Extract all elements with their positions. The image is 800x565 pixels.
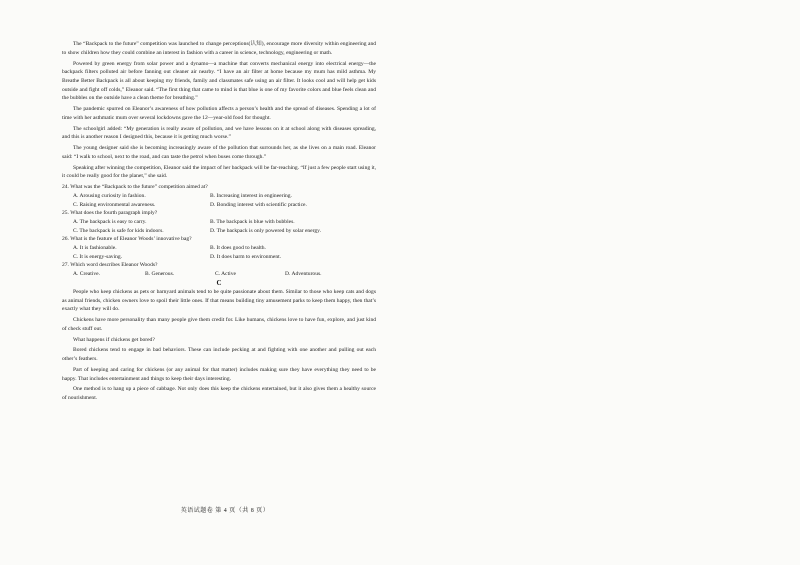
passage-c-paragraph: People who keep chickens as pets or barnyard animals tend to be quite passionate about them. Similar to those who keep cats and dogs as animal friends, chicken owners love to spoil their little ones. If that means building tiny amusement parks to keep them happy, then that’s exactly what they will do. [62,288,376,313]
option-d: D. It does harm to environment. [210,253,282,260]
answer-options [62,270,376,279]
question-stem: 25. What does the fourth paragraph imply? [62,210,158,217]
passage-b-paragraph: The pandemic spurred on Eleanor’s awareness of how pollution affects a person’s health and the spread of diseases. Spending a lot of time with her asthmatic mum over several lockdowns gave the 12—year-old food for thought. [62,106,376,121]
option-c: C. It is energy-saving. [73,253,123,260]
option-a: A. Arousing curiosity in fashion. [73,192,146,199]
option-a: A. The backpack is easy to carry. [73,218,147,225]
option-b: B. The backpack is blue with bubbles. [210,218,295,225]
passage-c-paragraph: What happens if chickens get bored? [73,336,155,343]
answer-options [62,218,376,235]
option-c: C. Raising environmental awareness. [73,201,156,208]
answer-options [62,192,376,209]
question-26 [62,235,376,261]
option-b: B. It does good to health. [210,245,266,252]
passage-b-paragraph: Speaking after winning the competition, Eleanor said the impact of her backpack will be far-reaching. “If just a few people start using it, it could be really good for the planet,” she said. [62,164,376,180]
option-c: C. Active [215,271,236,278]
question-stem: 27. Which word describes Eleanor Woods? [62,262,158,269]
option-b: B. Increasing interest in engineering. [210,192,292,199]
passage-b-paragraph: The schoolgirl added: “My generation is really aware of pollution, and we have lessons on it at school along with diseases spreading, and this is another reason I designed this, because it is getting much worse.” [62,125,376,141]
answer-options [62,244,376,261]
text-column [62,40,376,405]
option-c: C. The backpack is safe for kids indoors. [73,227,164,234]
option-d: D. Adventurous. [285,271,322,278]
passage-b-paragraph: Powered by green energy from solar power and a dynamo—a machine that converts mechanical energy into electrical energy—the backpack filters polluted air before fanning out cleaner air nearby. “I have an air filter at home because my mum has mild asthma. My Breathe Better Backpack is all about keeping my friends, family and classmates safe using an air filter. It looks cool and will help get kids outside and fight off colds,” Eleanor said. “The first thing that came to mind is that blue is one of my favorite colors and blue feels clean and the bubbles on the outside have a clean theme for breathing.” [62,60,376,102]
passage-c-paragraph: Bored chickens tend to engage in bad behaviors. These can include pecking at and fighting with one another and pulling out each other’s feathers. [62,347,376,363]
question-stem: 24. What was the “Backpack to the future” competition aimed at? [62,184,208,191]
question-24 [62,183,376,209]
passage-c-paragraph: Part of keeping and caring for chickens (or any animal for that matter) includes making sure they have everything they need to be happy. That includes entertainment and things to keep their days interesting. [62,366,376,382]
option-a: A. It is fashionable. [73,245,117,252]
passage-b-paragraph: The “Backpack to the future” competition was launched to change perceptions(认知), encourage more diversity within engineering and to show children how they could combine an interest in fashion with a career in science, technology, engineering or math. [62,41,376,56]
option-d: D. The backpack is only powered by solar energy. [210,227,321,234]
page-footer: 英语试题卷 第 4 页（共 8 页） [180,508,270,514]
question-stem: 26. What is the feature of Eleanor Woods’ innovative bag? [62,236,192,243]
passage-c-paragraph: Chickens have more personality than many people give them credit for. Like humans, chickens love to have fun, explore, and just kind of check stuff out. [62,317,376,332]
option-d: D. Bonding interest with scientific practice. [210,201,307,208]
option-a: A. Creative. [73,271,100,278]
option-b: B. Generous. [145,271,175,278]
question-25 [62,209,376,235]
section-c-heading: C [216,278,222,287]
passage-b-paragraph: The young designer said she is becoming increasingly aware of the pollution that surrounds her, as she lives on a main road. Eleanor said: “I walk to school, next to the road, and can taste the petrol when buses come through.” [62,145,376,160]
passage-c-paragraph: One method is to hang up a piece of cabbage. Not only does this keep the chickens entertained, but it also gives them a healthy source of nourishment. [62,386,376,402]
question-27 [62,261,376,278]
